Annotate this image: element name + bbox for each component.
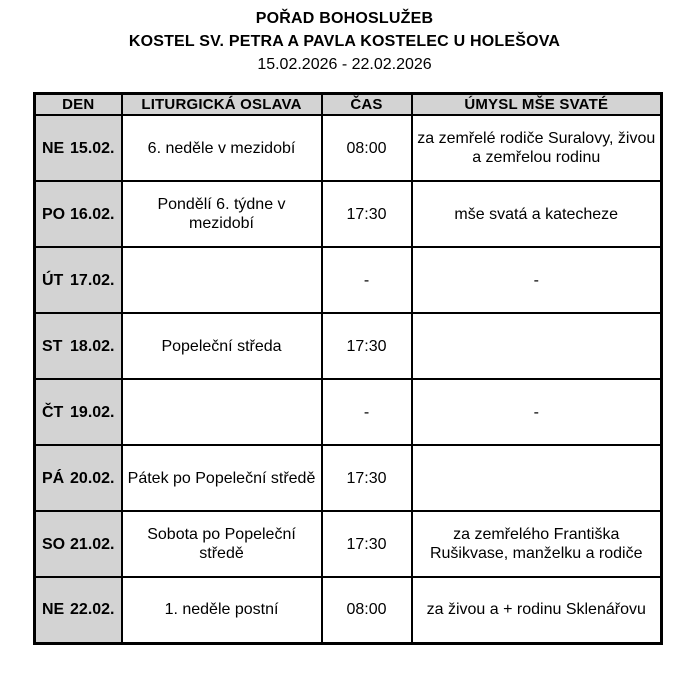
day-abbreviation: NE [42, 139, 65, 157]
column-header-time: ČAS [322, 94, 412, 116]
day-wrap [36, 139, 121, 158]
time-cell: 17:30 [322, 313, 412, 379]
table-row [35, 379, 662, 445]
day-wrap [36, 469, 121, 488]
day-cell [35, 247, 122, 313]
day-abbreviation: ÚT [42, 271, 64, 289]
day-cell [35, 577, 122, 643]
celebration-cell [122, 379, 322, 445]
time-cell: 17:30 [322, 181, 412, 247]
intention-cell: - [412, 379, 662, 445]
date-range: 15.02.2026 - 22.02.2026 [257, 56, 432, 73]
church-name: KOSTEL SV. PETRA A PAVLA KOSTELEC U HOLEŠOVA [128, 33, 561, 50]
intention-cell: - [412, 247, 662, 313]
day-date: 19.02. [70, 403, 115, 421]
celebration-cell: 1. neděle postní [122, 577, 322, 643]
day-date: 22.02. [70, 601, 115, 619]
time-cell: 17:30 [322, 511, 412, 577]
column-header-intention: ÚMYSL MŠE SVATÉ [412, 94, 662, 116]
day-abbreviation: ST [42, 337, 63, 355]
day-date: 16.02. [70, 205, 115, 223]
day-abbreviation: ČT [42, 403, 64, 421]
day-wrap [36, 271, 121, 290]
day-date: 20.02. [70, 469, 115, 487]
day-wrap [36, 337, 121, 356]
intention-cell: za živou a + rodinu Sklenářovu [412, 577, 662, 643]
celebration-cell: Pátek po Popeleční středě [122, 445, 322, 511]
day-abbreviation: SO [42, 535, 66, 553]
day-cell [35, 313, 122, 379]
intention-cell: za zemřelé rodiče Suralovy, živou a zemřelou rodinu [412, 115, 662, 181]
day-wrap [36, 205, 121, 224]
day-date: 18.02. [70, 337, 115, 355]
day-cell [35, 445, 122, 511]
schedule-table [33, 92, 663, 645]
table-row [35, 445, 662, 511]
day-cell [35, 379, 122, 445]
celebration-cell: 6. neděle v mezidobí [122, 115, 322, 181]
table-row [35, 313, 662, 379]
table-row [35, 115, 662, 181]
intention-cell [412, 313, 662, 379]
time-cell: - [322, 379, 412, 445]
day-cell [35, 115, 122, 181]
day-cell [35, 511, 122, 577]
intention-cell: za zemřelého Františka Rušikvase, manželku a rodiče [412, 511, 662, 577]
day-date: 15.02. [70, 139, 115, 157]
day-wrap [36, 600, 121, 619]
table-body [35, 115, 662, 643]
page-title: POŘAD BOHOSLUŽEB [255, 10, 434, 27]
day-abbreviation: NE [42, 601, 65, 619]
table-header-row [35, 94, 662, 116]
table-row [35, 247, 662, 313]
document-header [0, 0, 689, 76]
time-cell: 08:00 [322, 115, 412, 181]
day-date: 17.02. [70, 271, 115, 289]
celebration-cell: Popeleční středa [122, 313, 322, 379]
time-cell: - [322, 247, 412, 313]
table-row [35, 511, 662, 577]
table-row [35, 181, 662, 247]
day-abbreviation: PO [42, 205, 66, 223]
intention-cell [412, 445, 662, 511]
day-abbreviation: PÁ [42, 469, 65, 487]
time-cell: 17:30 [322, 445, 412, 511]
intention-cell: mše svatá a katecheze [412, 181, 662, 247]
day-cell [35, 181, 122, 247]
time-cell: 08:00 [322, 577, 412, 643]
celebration-cell: Sobota po Popeleční středě [122, 511, 322, 577]
column-header-celebration: LITURGICKÁ OSLAVA [122, 94, 322, 116]
column-header-day: DEN [35, 94, 122, 116]
day-wrap [36, 403, 121, 422]
celebration-cell [122, 247, 322, 313]
day-wrap [36, 535, 121, 554]
table-row [35, 577, 662, 643]
celebration-cell: Pondělí 6. týdne v mezidobí [122, 181, 322, 247]
day-date: 21.02. [70, 535, 115, 553]
